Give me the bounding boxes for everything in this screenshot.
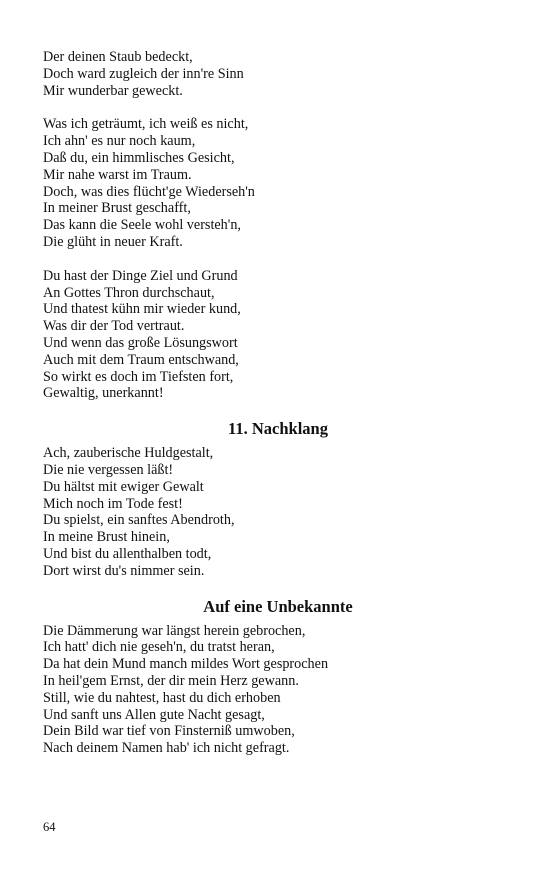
verse-line: Und bist du allenthalben todt, xyxy=(43,545,212,562)
verse-line: Der deinen Staub bedeckt, xyxy=(43,49,193,65)
verse-line: Was ich geträumt, ich weiß es nicht, xyxy=(43,116,249,133)
verse-line: Und wenn das große Lösungswort xyxy=(43,334,238,351)
verse-line: Mir nahe warst im Traum. xyxy=(43,166,192,183)
verse-line: Da hat dein Mund manch mildes Wort gesprochen xyxy=(43,656,329,673)
verse-line: Das kann die Seele wohl versteh'n, xyxy=(43,217,241,234)
verse-line: Du spielst, ein sanftes Abendroth, xyxy=(43,512,235,529)
verse-line: Dort wirst du's nimmer sein. xyxy=(43,562,205,579)
verse-line: In meiner Brust geschafft, xyxy=(43,200,191,217)
verse-line: So wirkt es doch im Tiefsten fort, xyxy=(43,368,234,385)
verse-line: In meine Brust hinein, xyxy=(43,529,170,546)
verse-line: Die glüht in neuer Kraft. xyxy=(43,233,183,250)
page-number: 64 xyxy=(43,820,56,834)
poem-title-unbekannte: Auf eine Unbekannte xyxy=(203,596,353,616)
stanza-3 xyxy=(43,268,513,402)
stanza-1 xyxy=(43,49,513,99)
verse-line: Was dir der Tod vertraut. xyxy=(43,318,185,335)
verse-line: Und thatest kühn mir wieder kund, xyxy=(43,301,241,318)
verse-line: Daß du, ein himmlisches Gesicht, xyxy=(43,149,235,166)
verse-line: Mich noch im Tode fest! xyxy=(43,495,183,512)
verse-line: Ich ahn' es nur noch kaum, xyxy=(43,133,196,150)
poem-title-nachklang: 11. Nachklang xyxy=(228,419,328,439)
verse-line: Doch ward zugleich der inn're Sinn xyxy=(43,65,244,82)
stanza-nachklang xyxy=(43,445,513,579)
verse-line: Mir wunderbar geweckt. xyxy=(43,82,183,99)
verse-line: Still, wie du nahtest, hast du dich erhoben xyxy=(43,689,281,706)
verse-line: An Gottes Thron durchschaut, xyxy=(43,284,215,301)
verse-line: Ich hatt' dich nie geseh'n, du tratst heran, xyxy=(43,639,275,656)
verse-line: Du hältst mit ewiger Gewalt xyxy=(43,478,204,495)
page-body xyxy=(43,49,513,774)
verse-line: Dein Bild war tief von Finsterniß umwoben, xyxy=(43,723,295,740)
verse-line: Ach, zauberische Huldgestalt, xyxy=(43,445,214,462)
verse-line: In heil'gem Ernst, der dir mein Herz gewann. xyxy=(43,672,299,689)
verse-line: Die Dämmerung war längst herein gebrochen, xyxy=(43,622,306,639)
verse-line: Nach deinem Namen hab' ich nicht gefragt. xyxy=(43,740,290,757)
stanza-2 xyxy=(43,116,513,250)
verse-line: Auch mit dem Traum entschwand, xyxy=(43,351,239,368)
stanza-unbekannte xyxy=(43,623,513,757)
verse-line: Doch, was dies flücht'ge Wiederseh'n xyxy=(43,183,255,200)
verse-line: Gewaltig, unerkannt! xyxy=(43,385,164,402)
verse-line: Du hast der Dinge Ziel und Grund xyxy=(43,267,238,284)
verse-line: Die nie vergessen läßt! xyxy=(43,461,174,478)
verse-line: Und sanft uns Allen gute Nacht gesagt, xyxy=(43,706,265,723)
